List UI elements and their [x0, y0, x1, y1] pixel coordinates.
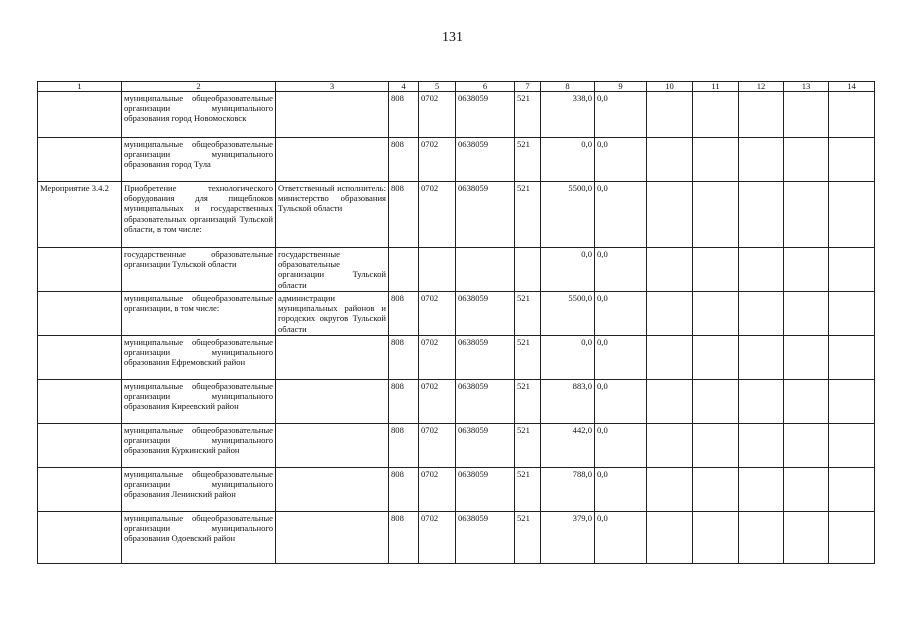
value-cell: 0,0	[595, 468, 647, 512]
code-cell: 808	[389, 92, 419, 138]
code-cell: 808	[389, 292, 419, 336]
table-row	[38, 138, 875, 182]
activity-cell	[38, 336, 122, 380]
empty-cell	[647, 292, 693, 336]
empty-cell	[784, 512, 829, 564]
value-cell: 0,0	[595, 424, 647, 468]
code-cell: 808	[389, 424, 419, 468]
header-cell: 1	[38, 82, 122, 92]
executor-cell	[276, 424, 389, 468]
empty-cell	[739, 424, 784, 468]
expense-type-cell: 521	[515, 138, 541, 182]
empty-cell	[693, 380, 739, 424]
empty-cell	[829, 248, 875, 292]
target-article-cell: 0638059	[456, 182, 515, 248]
header-cell: 12	[739, 82, 784, 92]
value-cell: 0,0	[595, 292, 647, 336]
empty-cell	[784, 182, 829, 248]
description-cell: муниципальные общеобразовательные организации муниципального образования город Новомосковск	[122, 92, 276, 138]
amount-cell: 5500,0	[541, 292, 595, 336]
code-cell: 808	[389, 380, 419, 424]
empty-cell	[739, 92, 784, 138]
empty-cell	[829, 336, 875, 380]
code-cell: 808	[389, 512, 419, 564]
amount-cell: 0,0	[541, 248, 595, 292]
empty-cell	[693, 248, 739, 292]
amount-cell: 0,0	[541, 336, 595, 380]
value-cell: 0,0	[595, 512, 647, 564]
executor-cell	[276, 92, 389, 138]
empty-cell	[693, 424, 739, 468]
description-cell: муниципальные общеобразовательные организации муниципального образования Киреевский район	[122, 380, 276, 424]
value-cell: 0,0	[595, 138, 647, 182]
description-cell: муниципальные общеобразовательные организации муниципального образования Ленинский район	[122, 468, 276, 512]
activity-cell	[38, 424, 122, 468]
target-article-cell: 0638059	[456, 512, 515, 564]
empty-cell	[647, 248, 693, 292]
target-article-cell	[456, 248, 515, 292]
amount-cell: 788,0	[541, 468, 595, 512]
description-cell: Приобретение технологического оборудования для пищеблоков муниципальных и государственных образовательных организаций Тульской области, в том числе:	[122, 182, 276, 248]
empty-cell	[784, 336, 829, 380]
amount-cell: 338,0	[541, 92, 595, 138]
section-cell: 0702	[419, 512, 456, 564]
empty-cell	[739, 292, 784, 336]
amount-cell: 883,0	[541, 380, 595, 424]
empty-cell	[693, 336, 739, 380]
amount-cell: 442,0	[541, 424, 595, 468]
section-cell: 0702	[419, 138, 456, 182]
header-cell: 8	[541, 82, 595, 92]
activity-cell	[38, 380, 122, 424]
empty-cell	[784, 380, 829, 424]
description-cell: муниципальные общеобразовательные организации муниципального образования Куркинский район	[122, 424, 276, 468]
description-cell: муниципальные общеобразовательные организации муниципального образования Ефремовский район	[122, 336, 276, 380]
empty-cell	[784, 468, 829, 512]
executor-cell	[276, 468, 389, 512]
empty-cell	[693, 292, 739, 336]
empty-cell	[829, 424, 875, 468]
activity-cell	[38, 92, 122, 138]
code-cell: 808	[389, 182, 419, 248]
table-row	[38, 292, 875, 336]
value-cell: 0,0	[595, 380, 647, 424]
table-row	[38, 92, 875, 138]
code-cell: 808	[389, 336, 419, 380]
activity-cell	[38, 292, 122, 336]
empty-cell	[829, 468, 875, 512]
empty-cell	[739, 512, 784, 564]
value-cell: 0,0	[595, 248, 647, 292]
code-cell: 808	[389, 138, 419, 182]
header-cell: 9	[595, 82, 647, 92]
empty-cell	[647, 424, 693, 468]
code-cell: 808	[389, 468, 419, 512]
amount-cell: 0,0	[541, 138, 595, 182]
empty-cell	[647, 138, 693, 182]
empty-cell	[829, 92, 875, 138]
amount-cell: 379,0	[541, 512, 595, 564]
expense-type-cell: 521	[515, 336, 541, 380]
empty-cell	[647, 512, 693, 564]
section-cell	[419, 248, 456, 292]
empty-cell	[829, 292, 875, 336]
header-cell: 2	[122, 82, 276, 92]
expense-type-cell: 521	[515, 92, 541, 138]
header-cell: 5	[419, 82, 456, 92]
target-article-cell: 0638059	[456, 292, 515, 336]
empty-cell	[784, 248, 829, 292]
section-cell: 0702	[419, 424, 456, 468]
expense-type-cell: 521	[515, 512, 541, 564]
description-cell: муниципальные общеобразовательные организации муниципального образования город Тула	[122, 138, 276, 182]
table-row	[38, 182, 875, 248]
empty-cell	[739, 336, 784, 380]
target-article-cell: 0638059	[456, 138, 515, 182]
empty-cell	[647, 182, 693, 248]
empty-cell	[739, 182, 784, 248]
description-cell: муниципальные общеобразовательные организации муниципального образования Одоевский район	[122, 512, 276, 564]
value-cell: 0,0	[595, 182, 647, 248]
expense-type-cell: 521	[515, 424, 541, 468]
expense-type-cell: 521	[515, 380, 541, 424]
empty-cell	[784, 424, 829, 468]
empty-cell	[739, 248, 784, 292]
target-article-cell: 0638059	[456, 380, 515, 424]
empty-cell	[739, 138, 784, 182]
header-cell: 3	[276, 82, 389, 92]
empty-cell	[693, 138, 739, 182]
header-cell: 11	[693, 82, 739, 92]
value-cell: 0,0	[595, 92, 647, 138]
activity-cell	[38, 468, 122, 512]
table-row	[38, 512, 875, 564]
section-cell: 0702	[419, 336, 456, 380]
empty-cell	[784, 292, 829, 336]
executor-cell	[276, 336, 389, 380]
empty-cell	[829, 512, 875, 564]
code-cell	[389, 248, 419, 292]
description-cell: государственные образовательные организации Тульской области	[122, 248, 276, 292]
amount-cell: 5500,0	[541, 182, 595, 248]
empty-cell	[739, 468, 784, 512]
empty-cell	[693, 512, 739, 564]
expense-type-cell: 521	[515, 292, 541, 336]
activity-cell	[38, 138, 122, 182]
page-number: 131	[442, 30, 463, 45]
empty-cell	[647, 92, 693, 138]
table-row	[38, 336, 875, 380]
empty-cell	[647, 468, 693, 512]
empty-cell	[739, 380, 784, 424]
empty-cell	[829, 182, 875, 248]
target-article-cell: 0638059	[456, 92, 515, 138]
header-cell: 4	[389, 82, 419, 92]
empty-cell	[647, 336, 693, 380]
empty-cell	[647, 380, 693, 424]
expense-type-cell	[515, 248, 541, 292]
executor-cell: Ответственный исполнитель: министерство образования Тульской области	[276, 182, 389, 248]
header-cell: 10	[647, 82, 693, 92]
section-cell: 0702	[419, 468, 456, 512]
section-cell: 0702	[419, 380, 456, 424]
table-row	[38, 468, 875, 512]
activity-cell	[38, 512, 122, 564]
executor-cell	[276, 380, 389, 424]
empty-cell	[829, 380, 875, 424]
empty-cell	[693, 182, 739, 248]
empty-cell	[784, 138, 829, 182]
activity-cell	[38, 248, 122, 292]
value-cell: 0,0	[595, 336, 647, 380]
header-cell: 7	[515, 82, 541, 92]
header-row	[38, 82, 875, 92]
section-cell: 0702	[419, 292, 456, 336]
section-cell: 0702	[419, 182, 456, 248]
table-row	[38, 424, 875, 468]
header-cell: 14	[829, 82, 875, 92]
target-article-cell: 0638059	[456, 424, 515, 468]
empty-cell	[693, 468, 739, 512]
executor-cell	[276, 512, 389, 564]
table-row	[38, 248, 875, 292]
header-cell: 6	[456, 82, 515, 92]
header-cell: 13	[784, 82, 829, 92]
empty-cell	[829, 138, 875, 182]
target-article-cell: 0638059	[456, 468, 515, 512]
target-article-cell: 0638059	[456, 336, 515, 380]
executor-cell	[276, 138, 389, 182]
activity-cell: Мероприятие 3.4.2	[38, 182, 122, 248]
expense-type-cell: 521	[515, 182, 541, 248]
executor-cell: администрации муниципальных районов и городских округов Тульской области	[276, 292, 389, 336]
budget-table	[37, 81, 875, 564]
empty-cell	[693, 92, 739, 138]
description-cell: муниципальные общеобразовательные организации, в том числе:	[122, 292, 276, 336]
section-cell: 0702	[419, 92, 456, 138]
executor-cell: государственные образовательные организации Тульской области	[276, 248, 389, 292]
table-row	[38, 380, 875, 424]
expense-type-cell: 521	[515, 468, 541, 512]
empty-cell	[784, 92, 829, 138]
